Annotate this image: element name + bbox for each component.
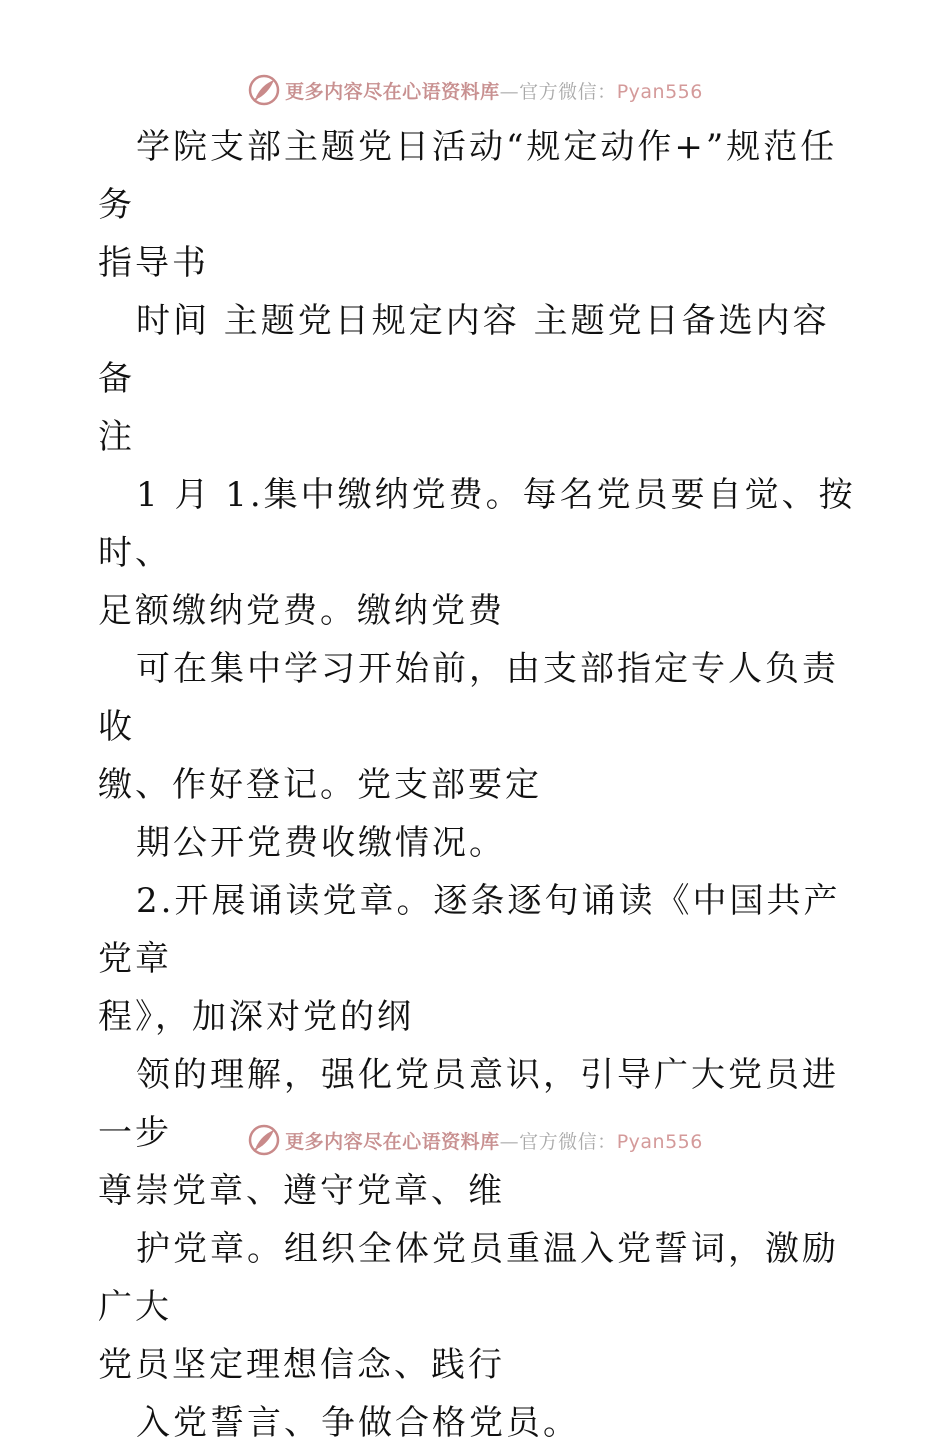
watermark-official-label: 官方微信： bbox=[519, 1130, 617, 1153]
line: 2.开展诵读党章。逐条逐句诵读《中国共产党章 bbox=[98, 881, 841, 979]
line: 学院支部主题党日活动“规定动作+”规范任务 bbox=[98, 127, 838, 225]
watermark-text bbox=[285, 77, 703, 104]
paragraph-item-2 bbox=[98, 872, 858, 1046]
watermark-text bbox=[285, 1127, 703, 1154]
paragraph-item-2-cont2 bbox=[98, 1220, 858, 1394]
line: 领的理解，强化党员意识，引导广大党员进一步 bbox=[98, 1055, 839, 1153]
footer-watermark bbox=[0, 1120, 950, 1160]
paragraph-title bbox=[98, 118, 858, 292]
line: 可在集中学习开始前，由支部指定专人负责收 bbox=[98, 649, 839, 747]
watermark-wechat-id: Pyan556 bbox=[616, 1130, 703, 1153]
line: 时间 主题党日规定内容 主题党日备选内容 备 bbox=[98, 301, 830, 399]
watermark-main: 更多内容尽在心语资料库 bbox=[285, 1130, 500, 1153]
line: 入党誓言、争做合格党员。 bbox=[136, 1403, 580, 1443]
line: 指导书 bbox=[98, 243, 209, 283]
line: 护党章。组织全体党员重温入党誓词，激励广大 bbox=[98, 1229, 839, 1327]
paragraph-table-header bbox=[98, 292, 858, 466]
quill-logo-icon bbox=[247, 1123, 281, 1157]
header-watermark bbox=[0, 70, 950, 110]
watermark-separator: — bbox=[499, 1130, 520, 1153]
line: 党员坚定理想信念、践行 bbox=[98, 1345, 505, 1385]
paragraph-item-1-end bbox=[98, 814, 858, 872]
watermark-separator: — bbox=[499, 80, 520, 103]
paragraph-item-1-cont bbox=[98, 640, 858, 814]
document-body bbox=[98, 118, 858, 1452]
line: 尊崇党章、遵守党章、维 bbox=[98, 1171, 505, 1211]
paragraph-item-2-end bbox=[98, 1394, 858, 1452]
line: 1 月 1.集中缴纳党费。每名党员要自觉、按时、 bbox=[98, 475, 856, 573]
line: 缴、作好登记。党支部要定 bbox=[98, 765, 542, 805]
quill-logo-icon bbox=[247, 73, 281, 107]
line: 足额缴纳党费。缴纳党费 bbox=[98, 591, 505, 631]
line: 程》，加深对党的纲 bbox=[98, 997, 414, 1037]
watermark-main: 更多内容尽在心语资料库 bbox=[285, 80, 500, 103]
line: 注 bbox=[98, 417, 135, 457]
line: 期公开党费收缴情况。 bbox=[136, 823, 506, 863]
paragraph-item-1 bbox=[98, 466, 858, 640]
watermark-official-label: 官方微信： bbox=[519, 80, 617, 103]
watermark-wechat-id: Pyan556 bbox=[616, 80, 703, 103]
